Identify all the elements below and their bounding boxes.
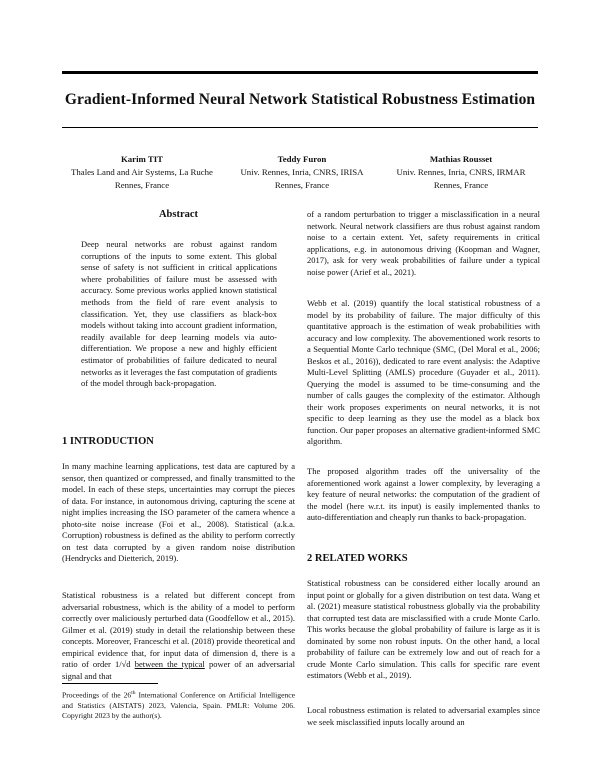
- author-location: Rennes, France: [433, 180, 489, 190]
- paragraph-text: Local robustness estimation is related to adversarial examples since we seek misclassified inputs locally around an: [307, 705, 540, 727]
- right-paragraph-3: [307, 466, 540, 524]
- section-heading-introduction: 1 INTRODUCTION: [62, 436, 154, 447]
- paper-title: Gradient-Informed Neural Network Statistical Robustness Estimation: [64, 91, 536, 108]
- paragraph-text: The proposed algorithm trades off the universality of the aforementioned work against a lower complexity, by leveraging a key feature of neural networks: the computation of the gradient of the model (here w.r.t. its input) is easily implemented thanks to auto-differentiation and cheaply run thanks to back-propagation.: [307, 466, 540, 522]
- underlined-text: between the typical: [134, 659, 205, 669]
- author-block: [62, 153, 222, 192]
- intro-paragraph-1: [62, 461, 295, 565]
- abstract-text: Deep neural networks are robust against random corruptions of the inputs to some extent. This global sense of safety is not sufficient in critical applications where probabilities of failure must be assessed with accuracy. Some previous works applied known statistical methods from the field of rare event analysis to classification. Yet, they use classifiers as black-box models without taking into account gradient information, readily available for deep learning models via auto-differentiation. We propose a new and highly efficient estimator of probabilities of failure dedicated to neural networks as it leverages the fast computation of gradients of the model through back-propagation.: [81, 239, 277, 389]
- paragraph-text: of a random perturbation to trigger a misclassification in a neural network. Neural network classifiers are thus robust against random noise to a certain extent. Yet, safety requirements in critical applications, e.g. in autonomous driving (Koopman and Wagner, 2017), ask for very weak probabilities of failure under a typical noise power (Arief et al., 2021).: [307, 209, 540, 277]
- right-paragraph-1: [307, 209, 540, 278]
- author-name: Mathias Rousset: [429, 154, 493, 164]
- section-heading-related-works: 2 RELATED WORKS: [307, 553, 408, 564]
- author-name: Teddy Furon: [277, 154, 327, 164]
- author-block: [382, 153, 540, 192]
- author-location: Rennes, France: [274, 180, 330, 190]
- intro-paragraph-2: [62, 590, 295, 682]
- related-works-paragraph-1: [307, 578, 540, 682]
- paragraph-text: In many machine learning applications, test data are captured by a sensor, then quantized or compressed, and finally transmitted to the model. In each of these steps, uncertainties may corrupt the pieces of data. For instance, in autonomous driving, capturing the scene at night implies increasing the ISO parameter of the camera whence a photo-site noise increase (Foi et al., 2008). Statistical (a.k.a. Corruption) robustness is defined as the ability to perform correctly on test data corrupted by a given random noise distribution (Hendrycks and Dietterich, 2019).: [62, 461, 295, 563]
- footnote-text: International Conference on Artificial Intelligence and Statistics (AISTATS) 2023, Valencia, Spain. PMLR: Volume 206. Copyright 2023 by the author(s).: [62, 690, 295, 720]
- right-paragraph-2: [307, 298, 540, 448]
- footnote: [62, 688, 295, 721]
- paragraph-text: Statistical robustness can be considered either locally around an input point or globally for a given distribution on test data. Wang et al. (2021) measure statistical robustness globally via the probability that corrupted test data are misclassified with a crude Monte Carlo. This works because the global probability of failure is large as it is dominated by some non robust inputs. On the other hand, a local probability of failure can be extremely low and out of reach for a crude Monte Carlo simulation. This calls for specific rare event estimators (Webb et al., 2019).: [307, 578, 540, 680]
- title-bottom-rule: [62, 127, 538, 128]
- paragraph-text: Statistical robustness is a related but different concept from adversarial robustness, which is the ability of a model to perform correctly over maliciously perturbed data (Goodfellow et al., 2015). Gilmer et al. (2019) study in detail the relationship between these concepts. Moreover, Franceschi et al. (2018) provide theoretical and empirical evidence that, for input data of dimension d, there is a ratio of order 1/√d: [62, 590, 295, 669]
- footnote-text: Proceedings of the 26: [62, 690, 132, 700]
- paragraph-text: power of an adversarial signal and that: [62, 659, 295, 681]
- author-location: Rennes, France: [114, 180, 170, 190]
- related-works-paragraph-2: [307, 705, 540, 728]
- author-affiliation: Thales Land and Air Systems, La Ruche: [71, 167, 213, 177]
- author-name: Karim TIT: [120, 154, 164, 164]
- paragraph-text: Webb et al. (2019) quantify the local statistical robustness of a model by its probability of failure. The major difficulty of this quantitative approach is the estimation of weak probabilities with accuracy and low complexity. The abovementioned work resorts to a Sequential Monte Carlo technique (SMC, (Del Moral et al., 2006; Beskos et al., 2016)), dedicated to rare event analysis: the Adaptive Multi-Level Splitting (AMLS) procedure (Guyader et al., 2011). Querying the model is assumed to be time-consuming and the number of calls gauges the complexity of the estimator. Although their work proposes experiments on neural networks, it is not specific to deep learning as they use the model as a black box function. Our paper proposes an alternative gradient-informed SMC algorithm.: [307, 298, 540, 446]
- author-affiliation: Univ. Rennes, Inria, CNRS, IRISA: [240, 167, 364, 177]
- author-block: [222, 153, 382, 192]
- author-affiliation: Univ. Rennes, Inria, CNRS, IRMAR: [396, 167, 526, 177]
- footnote-rule: [62, 683, 158, 684]
- abstract-heading: Abstract: [158, 209, 199, 220]
- title-top-rule: [62, 71, 538, 74]
- footnote-superscript: th: [131, 690, 136, 696]
